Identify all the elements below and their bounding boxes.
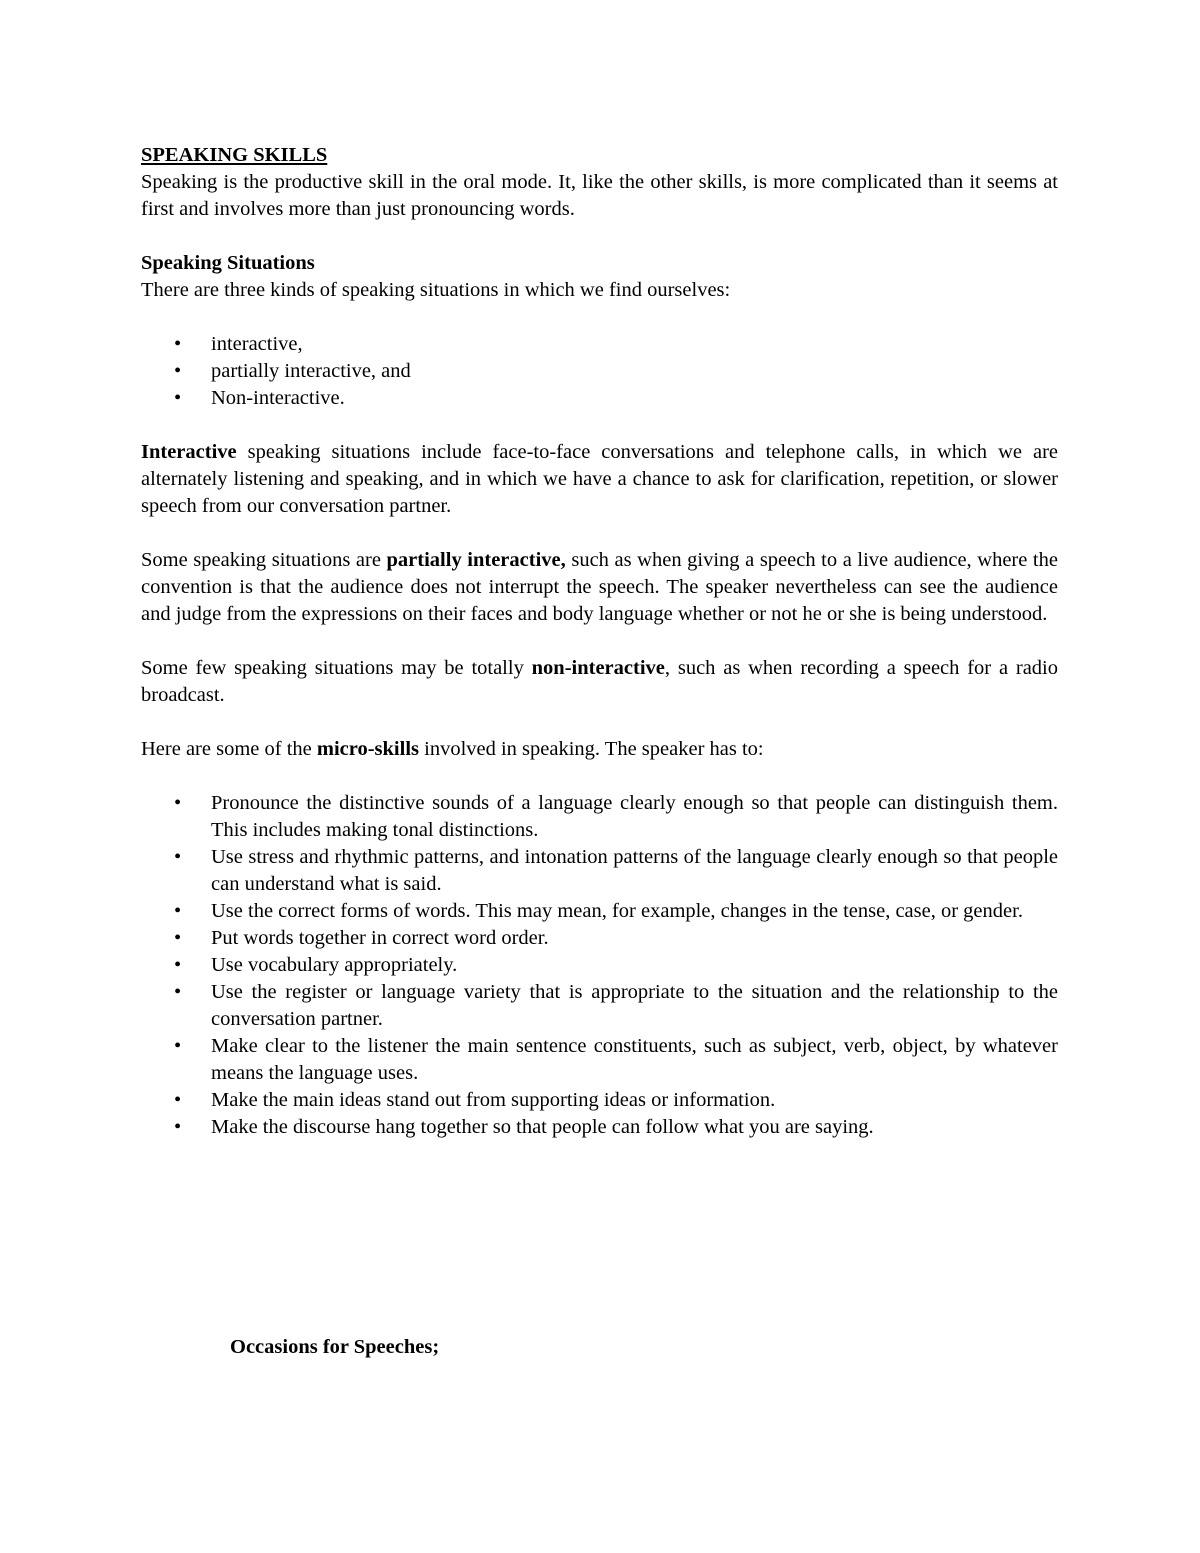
interactive-paragraph: Interactive speaking situations include face-to-face conversations and telephone calls, in which we are alternately listening and speaking, and in which we have a chance to ask for clarification, repetition, or slower speech from our conversation partner. [141,441,1058,517]
list-item: • Pronounce the distinctive sounds of a language clearly enough so that people can distinguish them. This includes making tonal distinctions. [174,792,1058,841]
situations-heading: Speaking Situations [141,252,315,274]
bullet-icon: • [174,1089,182,1111]
situations-intro: There are three kinds of speaking situations in which we find ourselves: [141,279,731,301]
spacer [141,709,1058,736]
bullet-icon: • [174,360,182,382]
bullet-icon: • [174,333,182,355]
bullet-icon: • [174,792,182,814]
bullet-icon: • [174,846,182,868]
bullet-icon: • [174,1035,182,1057]
bullet-icon: • [174,954,182,976]
document-body [141,142,1058,1141]
spacer [141,304,1058,331]
document-title: SPEAKING SKILLS [141,144,328,166]
non-interactive-paragraph: Some few speaking situations may be totally non-interactive, such as when recording a speech for a radio broadcast. [141,657,1058,706]
micro-skills-intro: Here are some of the micro-skills involved in speaking. The speaker has to: [141,738,764,760]
bullet-icon: • [174,927,182,949]
list-item: • Make the discourse hang together so that people can follow what you are saying. [141,1114,1058,1141]
bullet-icon: • [174,387,182,409]
list-item: • Put words together in correct word order. [141,925,1058,952]
bullet-icon: • [174,981,182,1003]
spacer [141,628,1058,655]
list-item: • Make clear to the listener the main sentence constituents, such as subject, verb, object, by whatever means the language uses. [174,1035,1058,1084]
list-item: • Use vocabulary appropriately. [141,952,1058,979]
list-item: • Make the main ideas stand out from supporting ideas or information. [141,1087,1058,1114]
spacer [141,763,1058,790]
list-item: • Use the correct forms of words. This may mean, for example, changes in the tense, case, or gender. [141,898,1058,925]
list-item: • Use the register or language variety that is appropriate to the situation and the relationship to the conversation partner. [174,981,1058,1030]
spacer [141,520,1058,547]
situations-list [141,331,1058,412]
bullet-icon: • [174,900,182,922]
list-item: • interactive, [141,331,1058,358]
partially-interactive-paragraph: Some speaking situations are partially interactive, such as when giving a speech to a live audience, where the convention is that the audience does not interrupt the speech. The speaker nevertheless can see the audience and judge from the expressions on their faces and body language whether or not he or she is being understood. [141,549,1058,625]
spacer [141,412,1058,439]
spacer [141,223,1058,250]
list-item: • partially interactive, and [141,358,1058,385]
bullet-icon: • [174,1116,182,1138]
list-item: • Non-interactive. [141,385,1058,412]
occasions-heading: Occasions for Speeches; [230,1336,440,1358]
list-item: • Use stress and rhythmic patterns, and intonation patterns of the language clearly enough so that people can understand what is said. [174,846,1058,895]
micro-skills-list [141,790,1058,1141]
intro-paragraph: Speaking is the productive skill in the oral mode. It, like the other skills, is more complicated than it seems at first and involves more than just pronouncing words. [141,171,1058,220]
